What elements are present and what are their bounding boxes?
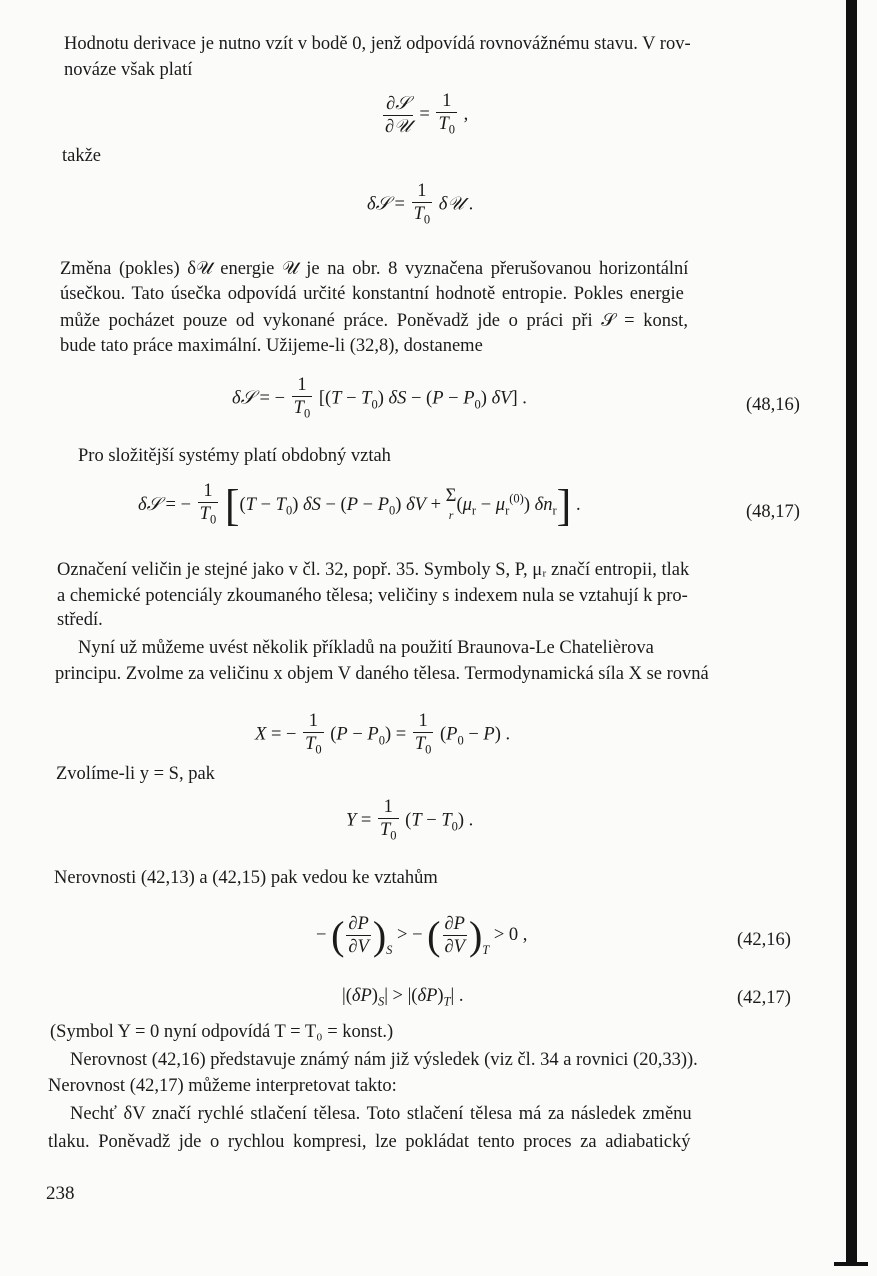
text-line: bude tato práce maximální. Užijeme-li (32,8), dostaneme xyxy=(60,336,483,356)
equation-delta-entropy: δ𝒮 = $\frac{1}{T_0}$ δ𝒰 . xyxy=(367,181,474,227)
text-line: Nerovnosti (42,13) a (42,15) pak vedou ke vztahům xyxy=(54,868,438,888)
text-line: tlaku. Poněvadž jde o rychlou kompresi, lze pokládat tento proces za adiabatický xyxy=(48,1132,691,1152)
text-line: Hodnotu derivace je nutno vzít v bodě 0, jenž odpovídá rovnovážnému stavu. V rov- xyxy=(64,34,691,54)
equation-force-x: X = − $\frac{1}{T_0}$ $(P - P_0)$ = $\frac{1}{T_0}$ $(P_0 - P)$ . xyxy=(255,711,511,757)
equation-number: (42,16) xyxy=(737,930,791,950)
text-line: Nechť δV značí rychlé stlačení tělesa. Toto stlačení tělesa má za následek změnu xyxy=(70,1104,692,1124)
text-line: nováze však platí xyxy=(64,60,193,80)
text-line: a chemické potenciály zkoumaného tělesa; veličiny s indexem nula se vztahují k pro- xyxy=(57,586,688,606)
text-line: Označení veličin je stejné jako v čl. 32, popř. 35. Symboly S, P, μᵣ značí entropii, tlak xyxy=(57,560,690,580)
equation-42-16: − ( $\frac{\partial P}{\partial V}$ )$_S$ > − ( $\frac{\partial P}{\partial V}$ )$_T > 0$ , xyxy=(316,913,528,958)
margin-rule-foot xyxy=(834,1262,868,1266)
text-line: Zvolíme-li y = S, pak xyxy=(56,764,215,784)
text-line: principu. Zvolme za veličinu x objem V daného tělesa. Termodynamická síla X se rovná xyxy=(55,664,709,684)
equation-number: (48,16) xyxy=(746,395,800,415)
text-line: Změna (pokles) δ𝒰 energie 𝒰 je na obr. 8 vyznačena přerušovanou horizontální xyxy=(60,259,689,279)
margin-rule xyxy=(846,0,857,1262)
equation-42-17: $|(\delta P)_S| > |(\delta P)_T|$ . xyxy=(342,986,464,1009)
text-line: úsečkou. Tato úsečka odpovídá určité konstantní hodnotě entropie. Pokles energie xyxy=(60,284,684,304)
equation-force-y: Y = $\frac{1}{T_0}$ $(T - T_0)$ . xyxy=(346,797,474,843)
equation-48-16: δ𝒮 = − $\frac{1}{T_0}$ [$(T - T_0)$ $\delta S - (P - P_0)$ δV] . xyxy=(232,375,527,421)
text-line: Pro složitější systémy platí obdobný vztah xyxy=(78,446,391,466)
equation-number: (48,17) xyxy=(746,502,800,522)
text-line: Nerovnost (42,16) představuje známý nám již výsledek (viz čl. 34 a rovnici (20,33)). xyxy=(70,1050,698,1070)
text-line: Nyní už můžeme uvést několik příkladů na použití Braunova-Le Chatelièrova xyxy=(78,638,654,658)
text-line: může pocházet pouze od vykonané práce. Poněvadž jde o práci při 𝒮 = konst, xyxy=(60,311,688,331)
text-line: středí. xyxy=(57,610,103,630)
text-line: takže xyxy=(62,146,102,166)
text-line: (Symbol Y = 0 nyní odpovídá T = T₀ = konst.) xyxy=(50,1022,394,1042)
page-number: 238 xyxy=(46,1183,75,1204)
text-line: Nerovnost (42,17) můžeme interpretovat takto: xyxy=(48,1076,397,1096)
equation-48-17: δ𝒮 = − $\frac{1}{T_0}$ [$(T - T_0)$ $\delta S - (P - P_0)$ δV + Σ $r(\mu_r - \mu_r^{(0)})$ $\delta n_r$] . xyxy=(138,481,581,530)
equation-partial-entropy: $\frac{\text{∂𝒮}}{\text{∂𝒰}}$ = $\frac{1}{T_0}$ , xyxy=(385,91,469,137)
equation-number: (42,17) xyxy=(737,988,791,1008)
